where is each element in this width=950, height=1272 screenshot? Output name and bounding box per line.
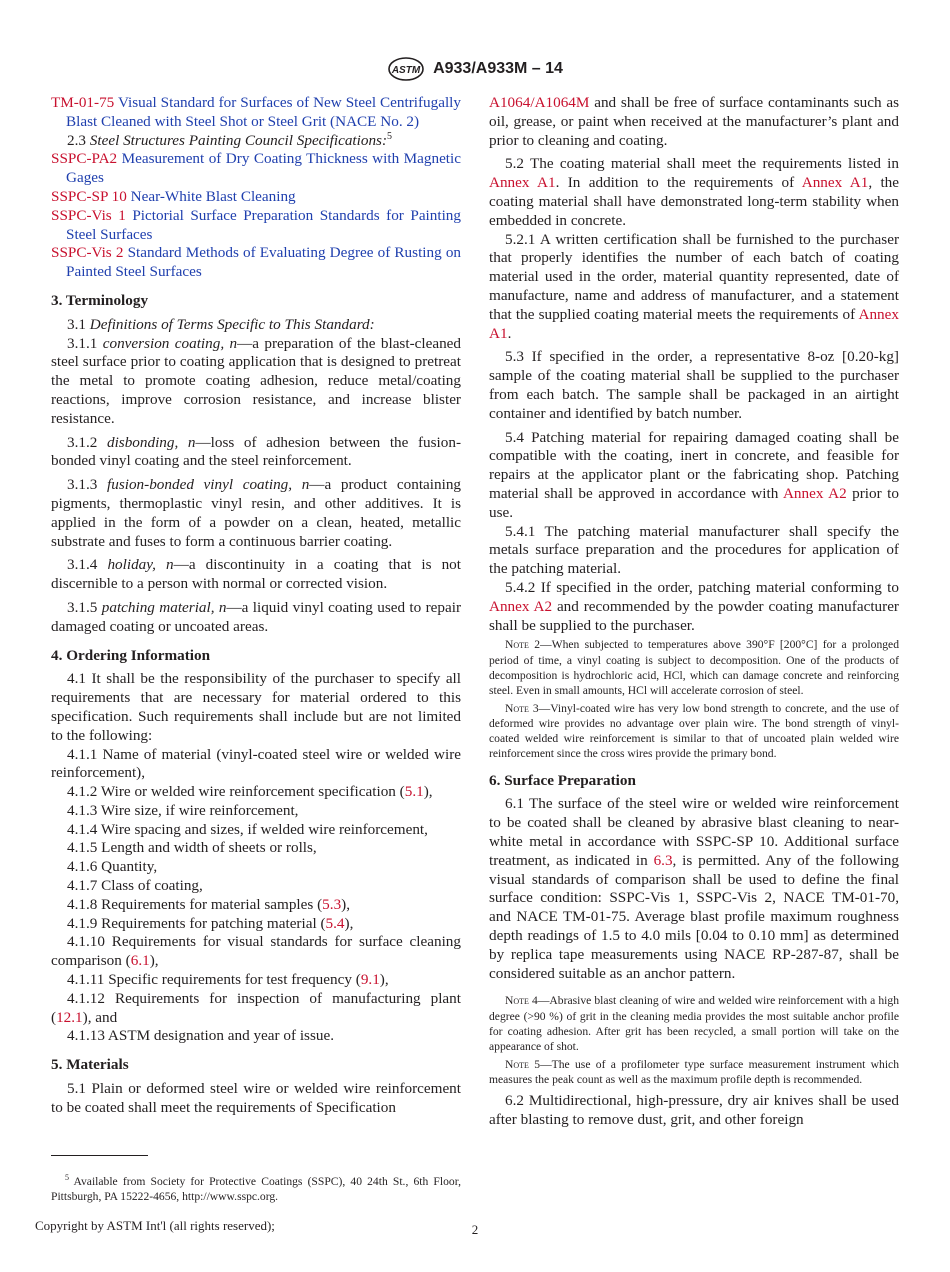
cross-reference-link[interactable]: 5.3	[322, 895, 342, 913]
paragraph-5-3: 5.3 If specified in the order, a representative 8-oz [0.20-kg] sample of the coating material shall be supplied to the purchaser from each batch. The sample shall be packaged in an airtight container and identified by batch number.	[489, 348, 899, 422]
annex-link[interactable]: Annex A1	[489, 305, 899, 342]
note-4: Note 4—Abrasive blast cleaning of wire and welded wire reinforcement with a high degree (>90 %) of grit in the cleaning media provides the most suitable anchor profile for coating adhesion. After grit has been recycled, a small portion will take on the appearance of shot.	[489, 994, 899, 1054]
footnote-marker[interactable]: 5	[387, 130, 393, 142]
footnote: $^5$ Available from Society for Protective Coatings (SSPC), 40 24th St., 6th Floor, Pittsburgh, PA 15222-4656, http://www.sspc.org.	[51, 1172, 461, 1203]
subsection-3-1: 3.1 Definitions of Terms Specific to This Standard:	[67, 315, 375, 333]
reference-code-link[interactable]: SSPC-Vis 1	[51, 206, 126, 224]
astm-logo-icon	[387, 57, 425, 81]
cross-reference-link[interactable]: 12.1	[56, 1008, 83, 1026]
order-item: 4.1.9 Requirements for patching material (5.4),	[67, 914, 354, 932]
annex-link[interactable]: Annex A2	[489, 597, 553, 615]
order-item: 4.1.3 Wire size, if wire reinforcement,	[67, 801, 299, 819]
reference-entry	[51, 188, 461, 207]
paragraph-5-4-2: 5.4.2 If specified in the order, patching material conforming to Annex A2 and recommended by the powder coating manufacturer shall be supplied to the purchaser.	[489, 578, 899, 634]
order-item: 4.1.10 Requirements for visual standards for surface cleaning comparison (6.1),	[51, 933, 461, 970]
cross-reference-link[interactable]: 6.3	[653, 851, 673, 869]
paragraph-5-2-1: 5.2.1 A written certification shall be furnished to the purchaser that properly identifies the number of each batch of coating material used in the order, material quantity represented, date of manufacture, name and address of manufacturer, and a statement that the supplied coating material meets the requirements of Annex A1.	[489, 230, 899, 342]
paragraph-5-4: 5.4 Patching material for repairing damaged coating shall be compatible with the coating, inert in concrete, and feasible for repairs at the applicator plant or the fabricating shop. Patching material shall be approved in accordance with Annex A2 prior to use.	[489, 428, 899, 521]
note-3: Note 3—Vinyl-coated wire has very low bond strength to concrete, and the use of deformed wire provides no advantage over plain wire. The bond strength of vinyl-coated welded wire reinforcement is similar to that of uncoated plain welded wire reinforcement since the cross wires provide the primary bond.	[489, 701, 899, 761]
paragraph-5-2: 5.2 The coating material shall meet the requirements listed in Annex A1. In addition to the requirements of Annex A1, the coating material shall have demonstrated long-term stability when embedded in concrete.	[489, 155, 900, 229]
section-heading-ordering: 4. Ordering Information	[51, 646, 211, 664]
reference-entry	[51, 150, 461, 188]
reference-code-link[interactable]: SSPC-PA2	[51, 150, 118, 168]
paragraph-5-1: 5.1 Plain or deformed steel wire or welded wire reinforcement to be coated shall meet the requirements of Specification	[51, 1080, 461, 1116]
paragraph-5-4-1: 5.4.1 The patching material manufacturer shall specify the metals surface preparation and the procedures for application of the patching material.	[489, 522, 899, 578]
cross-reference-link[interactable]: 6.1	[130, 952, 150, 970]
order-item: 4.1.2 Wire or welded wire reinforcement specification (5.1),	[67, 783, 433, 801]
reference-title-link[interactable]: Measurement of Dry Coating Thickness with Magnetic Gages	[66, 150, 461, 187]
paragraph-6-2: 6.2 Multidirectional, high-pressure, dry air knives shall be used after blasting to remove dust, grit, and other foreign	[489, 1092, 899, 1129]
order-item: 4.1.8 Requirements for material samples (5.3),	[67, 895, 351, 913]
paragraph-6-1: 6.1 The surface of the steel wire or welded wire reinforcement to be coated shall be cleaned by abrasive blast cleaning to near-white metal in accordance with SSPC-SP 10. Additional surface treatment, as indicated in 6.3, is permitted. Any of the following visual standards of comparison shall be used to define the final surface condition: SSPC-Vis 1, SSPC-Vis 2, NACE TM-01-70, and NACE TM-01-75. Average blast profile maximum roughness depth readings of 1.5 to 4.0 mils [0.04 to 0.10 mm] as determined by replica tape measurements using NACE RP-287-87, shall be considered suitable as an anchor pattern.	[489, 795, 899, 982]
order-item: 4.1.13 ASTM designation and year of issue.	[67, 1027, 335, 1045]
order-item: 4.1.12 Requirements for inspection of manufacturing plant (12.1), and	[51, 989, 461, 1026]
cross-reference-link[interactable]: 5.1	[404, 783, 424, 801]
annex-link[interactable]: Annex A1	[489, 174, 556, 192]
order-item: 4.1.4 Wire spacing and sizes, if welded wire reinforcement,	[67, 820, 428, 838]
section-heading-materials: 5. Materials	[51, 1056, 129, 1074]
subsection-2-3: 2.3 Steel Structures Painting Council Specifications:$^5$	[67, 130, 393, 149]
svg-text:ASTM: ASTM	[391, 65, 421, 76]
definition-paragraph: 3.1.5 patching material, n—a liquid vinyl coating used to repair damaged coating or uncoated areas.	[51, 598, 462, 635]
page-number: 2	[471, 1222, 479, 1237]
cross-reference-link[interactable]: 5.4	[325, 914, 345, 932]
section-heading-terminology: 3. Terminology	[51, 291, 149, 309]
reference-entry	[51, 94, 461, 132]
definition-paragraph: 3.1.1 conversion coating, n—a preparation of the blast-cleaned steel surface prior to coating application that is designed to pretreat the metal to promote coating adhesion, reduce metal/coating reactions, improve corrosion resistance, and increase blister resistance.	[51, 334, 461, 427]
order-item: 4.1.1 Name of material (vinyl-coated steel wire or welded wire reinforcement),	[51, 745, 461, 782]
section-heading-surface-preparation: 6. Surface Preparation	[489, 771, 636, 789]
reference-code-link[interactable]: SSPC-Vis 2	[51, 244, 124, 262]
right-column	[489, 94, 899, 1130]
cross-reference-link[interactable]: 9.1	[360, 971, 380, 989]
page-header	[0, 57, 950, 81]
order-item: 4.1.5 Length and width of sheets or rolls,	[67, 839, 317, 857]
reference-entry	[51, 244, 461, 282]
standard-designation: A933/A933M – 14	[433, 60, 563, 77]
note-2: Note 2—When subjected to temperatures above 390°F [200°C] for a prolonged period of time, a vinyl coating is subject to decomposition. One of the products of decomposition is hydrochloric acid, HCl, which can damage concrete and reinforcing steel. Even in small amounts, HCl will accelerate corrosion of steel.	[489, 638, 899, 698]
order-item: 4.1.11 Specific requirements for test frequency (9.1),	[67, 971, 389, 989]
definition-paragraph: 3.1.2 disbonding, n—loss of adhesion between the fusion-bonded vinyl coating and the steel reinforcement.	[51, 433, 462, 470]
reference-code-link[interactable]: SSPC-SP 10	[51, 187, 127, 205]
reference-title-link[interactable]: Near-White Blast Cleaning	[130, 187, 296, 205]
order-item: 4.1.6 Quantity,	[67, 858, 158, 876]
note-5: Note 5—The use of a profilometer type surface measurement instrument which measures the peak count as well as the maximum profile depth is recommended.	[489, 1057, 899, 1086]
footnote-divider	[51, 1155, 148, 1156]
annex-link[interactable]: Annex A1	[801, 174, 869, 192]
annex-link[interactable]: Annex A2	[782, 484, 847, 502]
left-column	[51, 94, 461, 1118]
reference-title-link[interactable]: Visual Standard for Surfaces of New Steel Centrifugally Blast Cleaned with Steel Shot or Steel Grit (NACE No. 2)	[66, 94, 461, 130]
reference-code-link[interactable]: TM-01-75	[51, 94, 115, 111]
definition-paragraph: 3.1.3 fusion-bonded vinyl coating, n—a product containing pigments, thermoplastic vinyl resin, and other additives. It is applied in the form of a powder on a clean, heated, metallic substrate and fuses to form a continuous barrier coating.	[51, 476, 462, 550]
specification-link[interactable]: A1064/A1064M	[489, 94, 590, 111]
reference-entry	[51, 207, 461, 245]
copyright-notice: Copyright by ASTM Int'l (all rights reserved);	[35, 1218, 275, 1233]
paragraph-4-1: 4.1 It shall be the responsibility of the purchaser to specify all requirements that are necessary for material ordered to this specification. Such requirements shall include but are not limited to the following:	[51, 670, 461, 744]
paragraph-5-1-continued: A1064/A1064M and shall be free of surface contaminants such as oil, grease, or paint when received at the manufacturer’s plant and prior to cleaning and coating.	[489, 94, 899, 149]
order-item: 4.1.7 Class of coating,	[67, 877, 203, 895]
definition-paragraph: 3.1.4 holiday, n—a discontinuity in a coating that is not discernible to a person with normal or corrected vision.	[51, 556, 461, 593]
reference-title-link[interactable]: Pictorial Surface Preparation Standards for Painting Steel Surfaces	[66, 206, 461, 243]
reference-title-link[interactable]: Standard Methods of Evaluating Degree of Rusting on Painted Steel Surfaces	[66, 244, 462, 281]
